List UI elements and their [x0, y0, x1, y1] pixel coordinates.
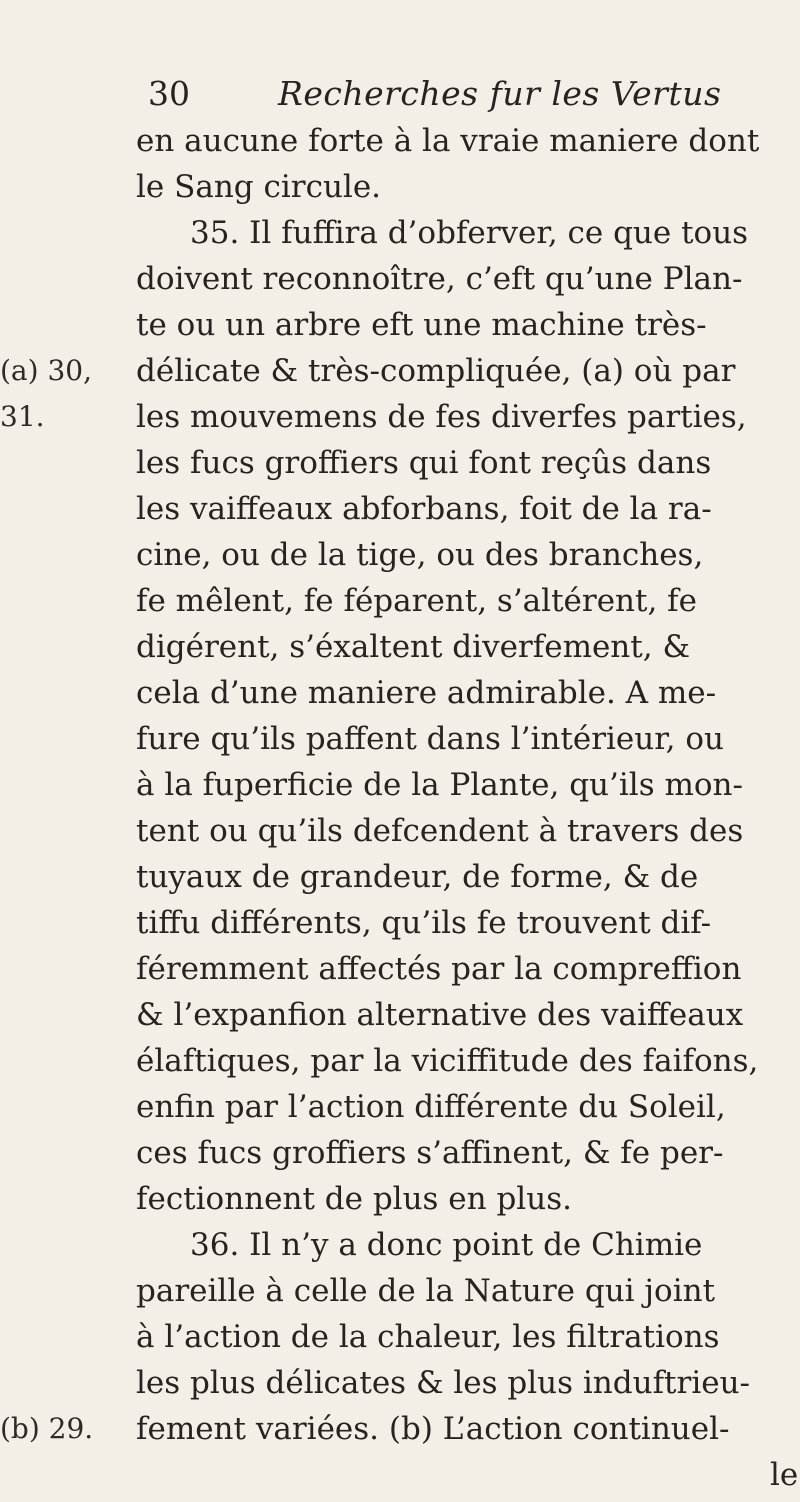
text-line: te ou un arbre eft une machine très-	[136, 307, 707, 343]
text-line: les fucs groffiers qui font reçûs dans	[136, 445, 712, 481]
text-line: digérent, s’éxaltent diverfement, &	[136, 629, 691, 665]
text-line: 36. Il n’y a donc point de Chimie	[190, 1227, 703, 1263]
text-line: fement variées. (b) L’action continuel-	[136, 1411, 730, 1447]
page-header	[148, 74, 722, 114]
text-line: les vaiffeaux abforbans, foit de la ra-	[136, 491, 712, 527]
text-line: le Sang circule.	[136, 169, 382, 205]
catchword: le	[770, 1457, 799, 1493]
text-line: fure qu’ils paffent dans l’intérieur, ou	[136, 721, 724, 757]
text-line: fe mêlent, fe féparent, s’altérent, fe	[136, 583, 697, 619]
running-title: Recherches fur les Vertus	[278, 74, 722, 113]
text-line: les mouvemens de fes diverfes parties,	[136, 399, 747, 435]
text-line: délicate & très-compliquée, (a) où par	[136, 353, 736, 389]
margin-note-b: (b) 29.	[0, 1412, 94, 1445]
text-line: cela d’une maniere admirable. A me-	[136, 675, 717, 711]
text-line: enfin par l’action différente du Soleil,	[136, 1089, 726, 1125]
text-line: ces fucs groffiers s’affinent, & fe per-	[136, 1135, 724, 1171]
text-line: tent ou qu’ils defcendent à travers des	[136, 813, 744, 849]
text-line: doivent reconnoître, c’eft qu’une Plan-	[136, 261, 743, 297]
text-line: pareille à celle de la Nature qui joint	[136, 1273, 716, 1309]
page-number: 30	[148, 74, 190, 113]
text-line: en aucune forte à la vraie maniere dont	[136, 123, 760, 159]
margin-note-a-continued: 31.	[0, 400, 45, 433]
text-line: tuyaux de grandeur, de forme, & de	[136, 859, 699, 895]
text-line: 35. Il fuffira d’obferver, ce que tous	[190, 215, 749, 251]
text-line: féremment affectés par la compreffion	[136, 951, 742, 987]
text-line: tiffu différents, qu’ils fe trouvent dif-	[136, 905, 712, 941]
text-line: élaftiques, par la viciffitude des faifons,	[136, 1043, 759, 1079]
text-line: fectionnent de plus en plus.	[136, 1181, 572, 1217]
text-line: & l’expanfion alternative des vaiffeaux	[136, 997, 744, 1033]
margin-note-a: (a) 30,	[0, 354, 92, 387]
text-line: cine, ou de la tige, ou des branches,	[136, 537, 704, 573]
text-line: à l’action de la chaleur, les filtrations	[136, 1319, 720, 1355]
text-line: les plus délicates & les plus induftrieu-	[136, 1365, 751, 1401]
text-line: à la fuperficie de la Plante, qu’ils mon-	[136, 767, 743, 803]
